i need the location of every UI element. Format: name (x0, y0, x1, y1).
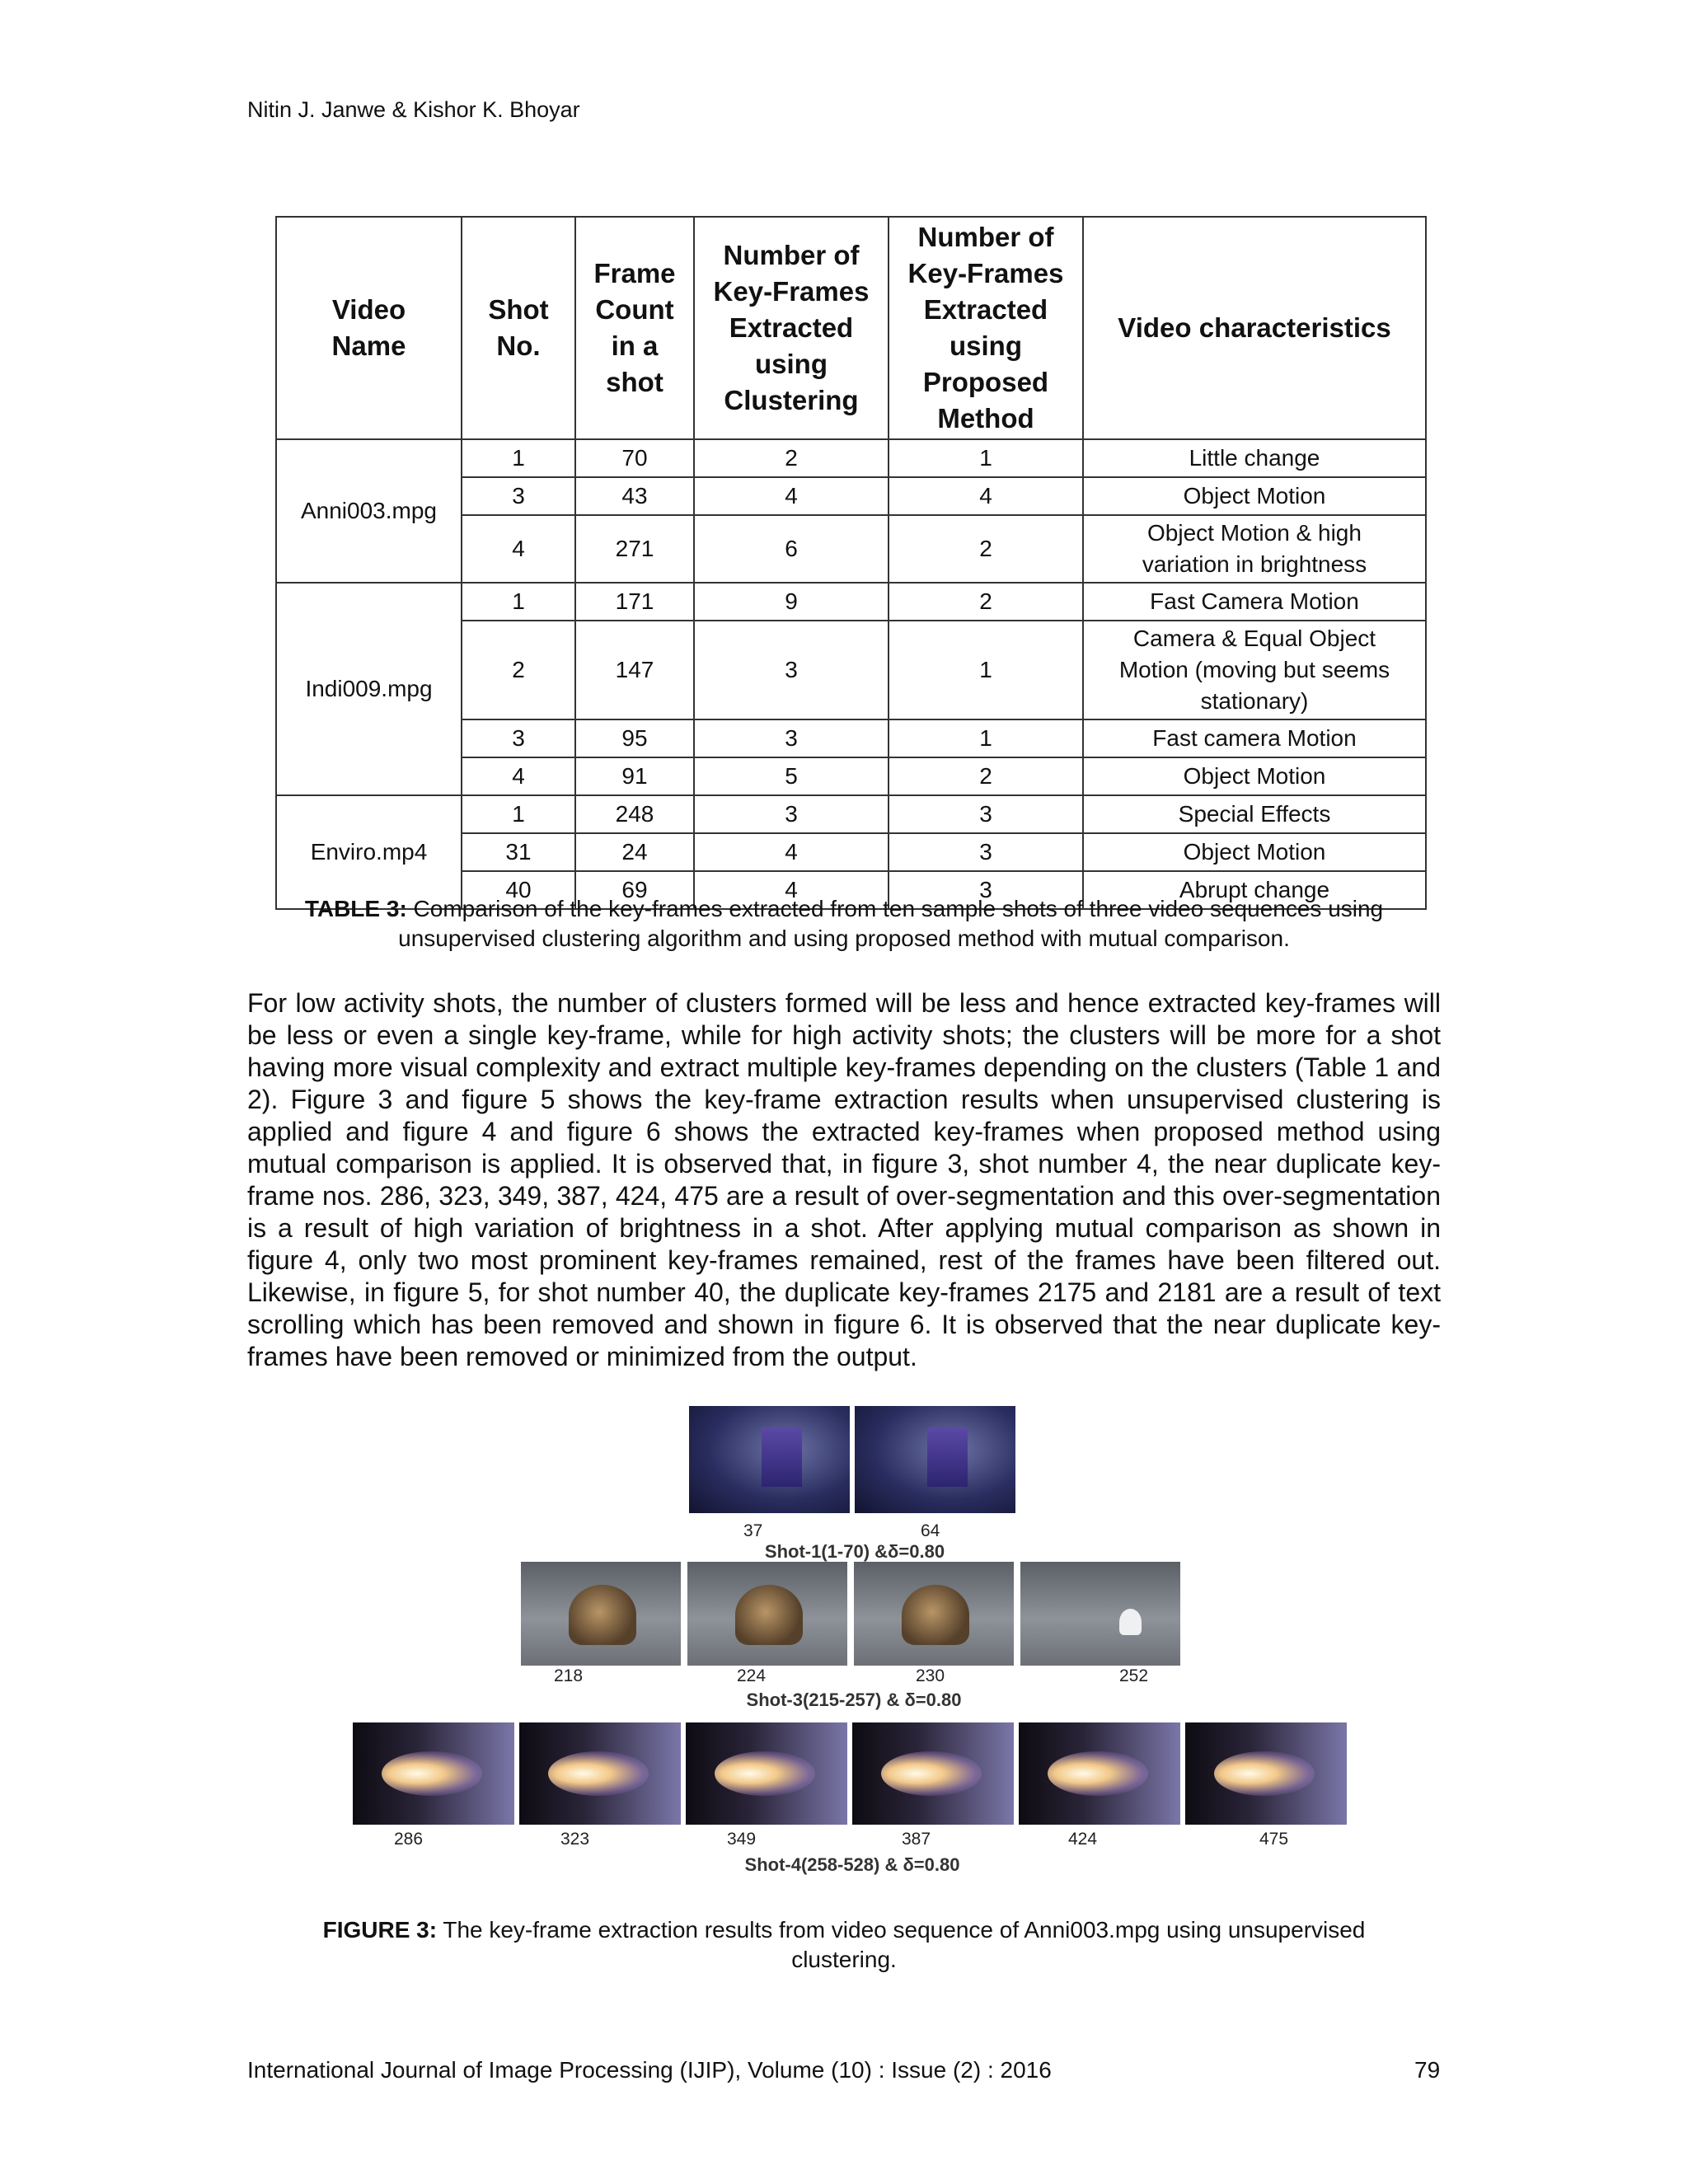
keyframe-number: 424 (1068, 1830, 1098, 1849)
characteristics-line: Camera & Equal Object (1132, 626, 1376, 651)
column-header-line: in a (611, 330, 659, 361)
body-paragraph: For low activity shots, the number of clusters formed will be less and hence extracted key-frames will be less or even a single key-frame, while for high activity shots; the clusters will be more for a shot having more visual complexity and extract multiple key-frames depending on the clusters (Table 1 and 2). Figure 3 and figure 5 shows the key-frame extraction results when unsupervised clustering is applied and figure 4 and figure 6 shows the extracted key-frames when proposed method using mutual comparison is applied. It is observed that, in figure 3, shot number 4, the near duplicate key-frame nos. 286, 323, 349, 387, 424, 475 are a result of over-segmentation and this over-segmentation is a result of high variation of brightness in a shot. After applying mutual comparison as shown in figure 4, only two most prominent key-frames remained, rest of the frames have been filtered out. Likewise, in figure 5, for shot number 40, the duplicate key-frames 2175 and 2181 are a result of text scrolling which has been removed and shown in figure 6. It is observed that the near duplicate key-frames have been removed or minimized from the output. (247, 988, 1441, 1371)
shot-cell: 40 (462, 871, 575, 909)
shot-cell: 1 (462, 583, 575, 621)
keyframe-image (686, 1722, 847, 1825)
characteristics-line: Special Effects (1178, 801, 1331, 827)
characteristics-line: Object Motion & high (1147, 520, 1362, 546)
table-row (276, 439, 1426, 477)
keyframe-image (855, 1406, 1015, 1513)
column-header-line: Extracted (729, 312, 854, 343)
figure-caption-line2: clustering. (791, 1947, 897, 1972)
column-header-line: Number of (917, 222, 1054, 252)
proposed-cell: 1 (889, 439, 1083, 477)
characteristics-cell (1083, 621, 1426, 719)
frame-count-cell: 95 (575, 719, 694, 757)
keyframe-number: 349 (727, 1830, 757, 1849)
shot-cell: 3 (462, 719, 575, 757)
keyframe-number: 218 (554, 1666, 584, 1685)
characteristics-line: Object Motion (1183, 483, 1326, 509)
column-header-line: Frame (593, 258, 676, 288)
clustering-cell: 3 (694, 719, 889, 757)
shot-label: Shot-1(1-70) &δ=0.80 (764, 1541, 945, 1562)
figure-caption (247, 1915, 1441, 1975)
video-name-cell: Indi009.mpg (276, 583, 462, 795)
clustering-cell: 4 (694, 477, 889, 515)
characteristics-cell (1083, 795, 1426, 833)
characteristics-line: variation in brightness (1142, 551, 1367, 577)
proposed-cell: 3 (889, 833, 1083, 871)
keyframe-image (1020, 1562, 1180, 1666)
frame-count-cell: 69 (575, 871, 694, 909)
characteristics-cell (1083, 477, 1426, 515)
characteristics-line: Fast camera Motion (1152, 725, 1357, 751)
table-caption-line2: unsupervised clustering algorithm and using proposed method with mutual comparison. (398, 926, 1290, 951)
proposed-cell: 4 (889, 477, 1083, 515)
table-caption (247, 894, 1441, 954)
column-header (575, 217, 694, 439)
column-header (462, 217, 575, 439)
characteristics-cell (1083, 439, 1426, 477)
proposed-cell: 3 (889, 871, 1083, 909)
shot-cell: 31 (462, 833, 575, 871)
column-header-line: Key-Frames (713, 276, 870, 307)
shot-cell: 2 (462, 621, 575, 719)
frame-count-cell: 271 (575, 515, 694, 583)
table-caption-label: TABLE 3: (304, 896, 407, 921)
column-header-line: No. (496, 330, 541, 361)
clustering-cell: 3 (694, 621, 889, 719)
characteristics-cell (1083, 515, 1426, 583)
keyframe-number: 387 (902, 1830, 931, 1849)
characteristics-cell (1083, 583, 1426, 621)
column-header-line: using (755, 349, 828, 379)
clustering-cell: 6 (694, 515, 889, 583)
shot-cell: 4 (462, 757, 575, 795)
column-header-line: Clustering (724, 385, 859, 415)
keyframe-image (1185, 1722, 1347, 1825)
characteristics-cell (1083, 719, 1426, 757)
column-header-line: Video (331, 294, 406, 325)
clustering-cell: 2 (694, 439, 889, 477)
running-header: Nitin J. Janwe & Kishor K. Bhoyar (247, 97, 580, 122)
characteristics-line: Motion (moving but seems (1118, 657, 1390, 682)
shot-cell: 4 (462, 515, 575, 583)
clustering-cell: 9 (694, 583, 889, 621)
keyframe-number: 64 (921, 1521, 940, 1540)
clustering-cell: 4 (694, 871, 889, 909)
comparison-table (275, 216, 1427, 910)
table-header-row (276, 217, 1426, 439)
figure-shot-row (689, 1406, 1020, 1513)
keyframe-image (852, 1722, 1014, 1825)
video-name-cell: Anni003.mpg (276, 439, 462, 583)
column-header-line: Shot (488, 294, 549, 325)
frame-count-cell: 24 (575, 833, 694, 871)
keyframe-image (521, 1562, 681, 1666)
proposed-cell: 2 (889, 757, 1083, 795)
journal-footer: International Journal of Image Processing (IJIP), Volume (10) : Issue (2) : 2016 (247, 2057, 1052, 2083)
keyframe-image (854, 1562, 1014, 1666)
keyframe-number: 323 (560, 1830, 590, 1849)
table-row (276, 795, 1426, 833)
frame-count-cell: 91 (575, 757, 694, 795)
keyframe-image (689, 1406, 850, 1513)
column-header-line: using (950, 330, 1022, 361)
proposed-cell: 3 (889, 795, 1083, 833)
column-header (1083, 217, 1426, 439)
keyframe-image (519, 1722, 681, 1825)
column-header-line: Count (595, 294, 674, 325)
clustering-cell: 3 (694, 795, 889, 833)
column-header-line: Extracted (923, 294, 1048, 325)
characteristics-line: Little change (1189, 445, 1320, 471)
characteristics-line: stationary) (1200, 688, 1309, 714)
keyframe-number: 475 (1259, 1830, 1289, 1849)
frame-count-cell: 70 (575, 439, 694, 477)
shot-cell: 3 (462, 477, 575, 515)
column-header (276, 217, 462, 439)
keyframe-number: 286 (394, 1830, 424, 1849)
frame-count-cell: 171 (575, 583, 694, 621)
table-row (276, 583, 1426, 621)
keyframe-number: 252 (1119, 1666, 1149, 1685)
frame-count-cell: 147 (575, 621, 694, 719)
keyframe-number: 224 (737, 1666, 767, 1685)
column-header-line: shot (606, 367, 663, 397)
figure-shot-row (521, 1562, 1187, 1666)
figure-shot-row (353, 1722, 1352, 1825)
column-header-line: Video characteristics (1118, 312, 1391, 343)
shot-cell: 1 (462, 795, 575, 833)
clustering-cell: 4 (694, 833, 889, 871)
characteristics-cell (1083, 757, 1426, 795)
characteristics-line: Abrupt change (1179, 877, 1330, 902)
figure-caption-text: The key-frame extraction results from video sequence of Anni003.mpg using unsupervised (437, 1917, 1366, 1943)
proposed-cell: 2 (889, 515, 1083, 583)
keyframe-image (353, 1722, 514, 1825)
keyframe-image (1019, 1722, 1180, 1825)
table-body (276, 439, 1426, 909)
characteristics-cell (1083, 833, 1426, 871)
video-name-cell: Enviro.mp4 (276, 795, 462, 909)
shot-cell: 1 (462, 439, 575, 477)
table-caption-text: Comparison of the key-frames extracted from ten sample shots of three video sequences using (406, 896, 1384, 921)
shot-label: Shot-4(258-528) & δ=0.80 (744, 1854, 960, 1875)
column-header-line: Number of (723, 240, 860, 270)
characteristics-line: Fast Camera Motion (1150, 588, 1359, 614)
clustering-cell: 5 (694, 757, 889, 795)
keyframe-number: 230 (916, 1666, 945, 1685)
column-header-line: Key-Frames (907, 258, 1064, 288)
characteristics-line: Object Motion (1183, 839, 1326, 865)
column-header (694, 217, 889, 439)
page-number: 79 (1414, 2057, 1441, 2083)
figure-caption-label: FIGURE 3: (322, 1917, 438, 1943)
shot-label: Shot-3(215-257) & δ=0.80 (746, 1690, 962, 1710)
frame-count-cell: 248 (575, 795, 694, 833)
characteristics-line: Object Motion (1183, 763, 1326, 789)
column-header-line: Method (937, 403, 1034, 434)
proposed-cell: 1 (889, 621, 1083, 719)
column-header-line: Proposed (922, 367, 1049, 397)
column-header-line: Name (331, 330, 406, 361)
frame-count-cell: 43 (575, 477, 694, 515)
keyframe-number: 37 (743, 1521, 763, 1540)
keyframe-image (687, 1562, 847, 1666)
proposed-cell: 2 (889, 583, 1083, 621)
column-header (889, 217, 1083, 439)
proposed-cell: 1 (889, 719, 1083, 757)
